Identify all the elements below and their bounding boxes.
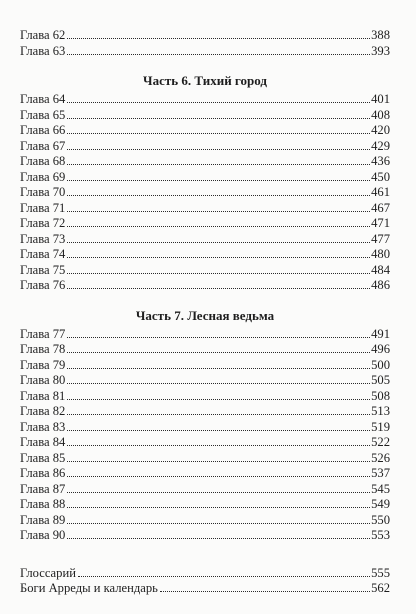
toc-entry	[20, 420, 390, 436]
toc-entry-title: Глава 89	[20, 512, 66, 527]
dot-leader	[160, 591, 370, 592]
toc-entry-page: 491	[371, 326, 390, 341]
toc-entry-page: 496	[371, 342, 390, 356]
toc-entry-page: 486	[371, 278, 390, 292]
dot-leader	[67, 523, 370, 524]
toc-section	[20, 308, 390, 544]
dot-leader	[67, 195, 370, 196]
toc-entry-page: 513	[371, 404, 390, 418]
toc-entry-page: 549	[371, 497, 390, 511]
toc-entry	[20, 389, 390, 405]
dot-leader	[67, 133, 370, 134]
toc-entry-title: Глава 76	[20, 278, 66, 292]
toc-section	[20, 73, 390, 294]
toc-entry-title: Глава 86	[20, 466, 66, 480]
toc-entry-title: Глава 80	[20, 373, 66, 387]
dot-leader	[67, 337, 370, 338]
toc-entry-title: Глава 68	[20, 154, 66, 168]
toc-entry-page: 562	[371, 581, 390, 595]
part-heading: Часть 7. Лесная ведьма	[135, 307, 275, 323]
toc-entry-title: Глава 85	[20, 450, 66, 465]
toc-entry-title: Боги Арреды и календарь	[20, 581, 158, 595]
dot-leader	[67, 492, 370, 493]
toc-entry-title: Глава 71	[20, 200, 66, 215]
dot-leader	[67, 368, 370, 369]
dot-leader	[67, 211, 370, 212]
toc-entry-title: Глава 88	[20, 497, 66, 511]
toc-entry-title: Глава 74	[20, 247, 66, 261]
dot-leader	[67, 538, 370, 539]
toc-entry	[20, 263, 390, 279]
dot-leader	[67, 288, 370, 289]
toc-entry	[20, 513, 390, 529]
toc-entry-page: 408	[371, 107, 390, 122]
toc-entry-title: Глава 72	[20, 216, 66, 230]
toc-entry-title: Глава 77	[20, 326, 66, 341]
toc-entry-page: 401	[371, 92, 390, 106]
toc-entry-page: 429	[371, 138, 390, 153]
toc-entry-page: 471	[371, 216, 390, 230]
toc-entry-title: Глоссарий	[20, 565, 76, 580]
toc-entry-title: Глава 65	[20, 107, 66, 122]
toc-entry-title: Глава 83	[20, 419, 66, 434]
toc-entry-page: 480	[371, 247, 390, 261]
dot-leader	[67, 38, 370, 39]
toc-entry	[20, 44, 390, 60]
toc-entry	[20, 404, 390, 420]
dot-leader	[67, 226, 370, 227]
toc-entry-page: 508	[371, 388, 390, 403]
toc-entry-page: 505	[371, 373, 390, 387]
dot-leader	[67, 352, 370, 353]
toc-entry-title: Глава 66	[20, 123, 66, 137]
toc-entry	[20, 185, 390, 201]
dot-leader	[67, 242, 370, 243]
toc-entry-title: Глава 87	[20, 481, 66, 496]
section-gap	[20, 544, 390, 566]
dot-leader	[67, 414, 370, 415]
toc-entry-title: Глава 63	[20, 43, 66, 58]
toc-entry-page: 484	[371, 262, 390, 277]
toc-entry	[20, 123, 390, 139]
toc-entry-title: Глава 70	[20, 185, 66, 199]
toc-entry-page: 393	[371, 43, 390, 58]
toc-entry-title: Глава 64	[20, 92, 66, 106]
dot-leader	[67, 476, 370, 477]
toc-entry-page: 420	[371, 123, 390, 137]
toc-entry	[20, 201, 390, 217]
part-heading: Часть 6. Тихий город	[143, 73, 267, 88]
dot-leader	[67, 257, 370, 258]
toc-section	[20, 28, 390, 59]
toc-entry-page: 467	[371, 200, 390, 215]
dot-leader	[67, 102, 370, 103]
toc-entry	[20, 435, 390, 451]
toc-entry-page: 388	[371, 28, 390, 42]
toc-entry-title: Глава 73	[20, 231, 66, 246]
toc-entry-title: Глава 75	[20, 262, 66, 277]
toc-entry	[20, 139, 390, 155]
toc-entry	[20, 358, 390, 374]
dot-leader	[67, 430, 370, 431]
toc-entry-title: Глава 67	[20, 138, 66, 153]
toc-entry	[20, 466, 390, 482]
toc-entry	[20, 247, 390, 263]
dot-leader	[67, 273, 370, 274]
toc-entry-title: Глава 81	[20, 388, 66, 403]
toc-entry	[20, 451, 390, 467]
dot-leader	[67, 149, 370, 150]
toc-entry-title: Глава 79	[20, 357, 66, 372]
dot-leader	[67, 399, 370, 400]
dot-leader	[78, 576, 370, 577]
toc-entry	[20, 342, 390, 358]
toc-entry-page: 450	[371, 169, 390, 184]
toc-entry-title: Глава 82	[20, 404, 66, 418]
toc-entry-title: Глава 62	[20, 28, 66, 42]
toc-entry	[20, 581, 390, 597]
toc-entry	[20, 92, 390, 108]
toc-entry-page: 519	[371, 419, 390, 434]
toc-appendix	[20, 566, 390, 597]
toc-entry-page: 555	[371, 565, 390, 580]
toc-entry	[20, 482, 390, 498]
toc-entry	[20, 528, 390, 544]
dot-leader	[67, 118, 370, 119]
dot-leader	[67, 461, 370, 462]
toc-entry	[20, 170, 390, 186]
toc-entry-page: 477	[371, 231, 390, 246]
dot-leader	[67, 54, 370, 55]
toc-entry-title: Глава 69	[20, 169, 66, 184]
table-of-contents	[20, 28, 390, 597]
toc-entry	[20, 278, 390, 294]
toc-entry-page: 436	[371, 154, 390, 168]
dot-leader	[67, 180, 370, 181]
toc-entry-page: 461	[371, 185, 390, 199]
dot-leader	[67, 445, 370, 446]
toc-entry	[20, 373, 390, 389]
dot-leader	[67, 507, 370, 508]
dot-leader	[67, 164, 370, 165]
toc-entry-page: 545	[371, 481, 390, 496]
toc-entry-page: 522	[371, 435, 390, 449]
toc-entry	[20, 154, 390, 170]
toc-entry-page: 500	[371, 357, 390, 372]
toc-entry	[20, 566, 390, 582]
toc-entry-page: 550	[371, 512, 390, 527]
dot-leader	[67, 383, 370, 384]
toc-entry-title: Глава 78	[20, 342, 66, 356]
toc-entry	[20, 232, 390, 248]
toc-entry	[20, 28, 390, 44]
toc-entry	[20, 327, 390, 343]
toc-entry-page: 553	[371, 528, 390, 542]
toc-entry-title: Глава 84	[20, 435, 66, 449]
toc-entry-title: Глава 90	[20, 528, 66, 542]
toc-entry	[20, 216, 390, 232]
toc-entry-page: 526	[371, 450, 390, 465]
toc-entry-page: 537	[371, 466, 390, 480]
toc-entry	[20, 497, 390, 513]
toc-entry	[20, 108, 390, 124]
